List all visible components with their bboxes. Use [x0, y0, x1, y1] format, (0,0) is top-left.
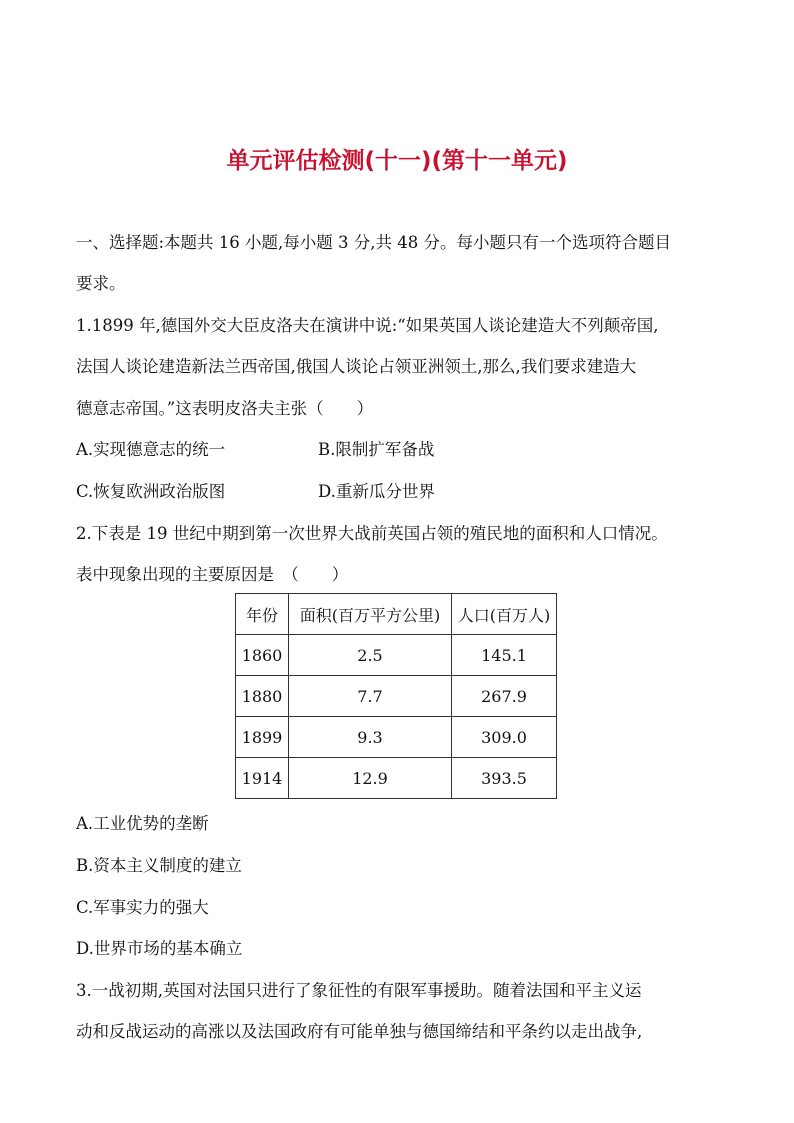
- section-instruction-line-2: 要求。: [76, 274, 126, 293]
- table-header-row: [236, 594, 557, 635]
- table-row: [236, 676, 557, 717]
- table-cell: 393.5: [452, 758, 557, 799]
- question-2-option-a[interactable]: A.工业优势的垄断: [76, 814, 209, 833]
- table-row: [236, 717, 557, 758]
- table-header-area: 面积(百万平方公里): [289, 594, 452, 635]
- colony-data-table: [235, 593, 557, 799]
- table-cell: 12.9: [289, 758, 452, 799]
- table-cell: 1880: [236, 676, 289, 717]
- table-row: [236, 635, 557, 676]
- question-2-option-d[interactable]: D.世界市场的基本确立: [76, 939, 243, 958]
- page-title: 单元评估检测(十一)(第十一单元): [226, 148, 568, 174]
- question-1-option-a[interactable]: A.实现德意志的统一: [76, 440, 226, 459]
- table-header-year: 年份: [236, 594, 289, 635]
- table-cell: 1914: [236, 758, 289, 799]
- table-cell: 309.0: [452, 717, 557, 758]
- question-2-line-2: 表中现象出现的主要原因是 （ ）: [76, 565, 349, 584]
- question-1-option-b[interactable]: B.限制扩军备战: [318, 440, 435, 459]
- table-cell: 2.5: [289, 635, 452, 676]
- question-2-option-b[interactable]: B.资本主义制度的建立: [76, 856, 242, 875]
- question-1-line-2: 法国人谈论建造新法兰西帝国,俄国人谈论占领亚洲领土,那么,我们要求建造大: [76, 357, 637, 376]
- question-3-line-2: 动和反战运动的高涨以及法国政府有可能单独与德国缔结和平条约以走出战争,: [76, 1022, 643, 1041]
- table-cell: 267.9: [452, 676, 557, 717]
- table-cell: 9.3: [289, 717, 452, 758]
- table-cell: 1899: [236, 717, 289, 758]
- section-instruction-line-1: 一、选择题:本题共 16 小题,每小题 3 分,共 48 分。每小题只有一个选项符合题目: [76, 233, 672, 252]
- question-1-line-3: 德意志帝国。”这表明皮洛夫主张（ ）: [76, 399, 374, 418]
- question-1-option-c[interactable]: C.恢复欧洲政治版图: [76, 482, 226, 501]
- table-cell: 7.7: [289, 676, 452, 717]
- question-2-option-c[interactable]: C.军事实力的强大: [76, 898, 209, 917]
- table-row: [236, 758, 557, 799]
- question-1-option-d[interactable]: D.重新瓜分世界: [318, 482, 435, 501]
- table-cell: 1860: [236, 635, 289, 676]
- question-3-line-1: 3.一战初期,英国对法国只进行了象征性的有限军事援助。随着法国和平主义运: [76, 981, 642, 1000]
- table-cell: 145.1: [452, 635, 557, 676]
- question-1-line-1: 1.1899 年,德国外交大臣皮洛夫在演讲中说:“如果英国人谈论建造大不列颠帝国,: [76, 316, 659, 335]
- question-2-line-1: 2.下表是 19 世纪中期到第一次世界大战前英国占领的殖民地的面积和人口情况。: [76, 524, 668, 543]
- table-header-population: 人口(百万人): [452, 594, 557, 635]
